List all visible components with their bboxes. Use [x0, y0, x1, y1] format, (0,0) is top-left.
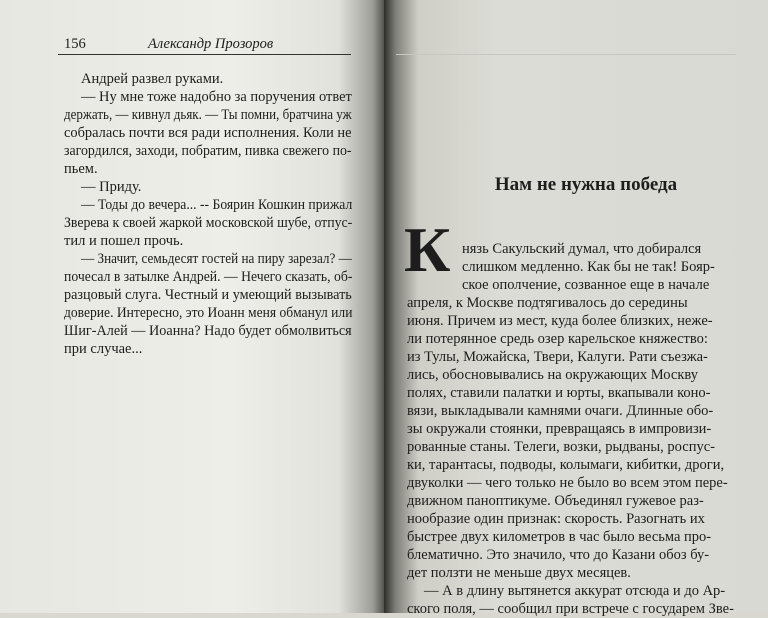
running-header-author: Александр Прозоров [148, 36, 274, 52]
text-line: — Тоды до вечера... -- Боярин Кошкин прижал [81, 197, 353, 213]
text-line: вязи, выкладывали камнями очаги. Длинные обо- [407, 403, 714, 419]
text-line: Зверева к своей жаркой московской шубе, отпус- [64, 215, 353, 231]
text-line: дет ползти не меньше двух месяцев. [407, 565, 631, 581]
text-line: из Тулы, Можайска, Твери, Калуги. Рати съезжа- [407, 349, 708, 365]
text-line: движном паноптикуме. Объединял гужевое раз- [407, 493, 704, 509]
text-line: разцовый слуга. Честный и умеющий вызывать [64, 287, 352, 303]
text-line: двуколки — чего только не было во всем этом пере- [407, 475, 728, 491]
text-line: полях, ставили палатки и юрты, вкапывали коно- [407, 385, 711, 401]
faint-running-header-rule [396, 34, 736, 55]
text-line: быстрее двух километров в час было весьма про- [407, 529, 712, 545]
text-line: Шиг-Алей — Иоанна? Надо будет обмолвиться [64, 323, 352, 339]
text-line: лись, обосновывались на окружающих Москву [407, 367, 698, 383]
text-line: загордился, заходи, побратим, пивка свежего по- [64, 143, 352, 159]
text-line: держать, — кивнул дьяк. — Ты помни, братчина уж [64, 107, 352, 123]
text-line: — Ну мне тоже надобно за поручения ответ [81, 89, 352, 105]
text-line: ского поля, — сообщил при встрече с государем Звe- [407, 601, 734, 617]
text-line: рованные станы. Телеги, возки, рыдваны, роспус- [407, 439, 715, 455]
text-line: при случае... [64, 341, 143, 357]
text-line: — Приду. [81, 179, 142, 195]
text-line: апреля, к Москве подтягивалось до середины [407, 295, 688, 311]
chapter-title: Нам не нужна победа [494, 174, 678, 195]
text-line: — А в длину вытянется аккурат отсюда и до Ар- [424, 583, 726, 599]
drop-cap: К [404, 214, 451, 285]
text-line: пьем. [64, 161, 98, 177]
text-line: ки, тарантасы, подводы, колымаги, кибитки, дроги, [407, 457, 725, 473]
text-line: Андрей развел руками. [81, 71, 224, 87]
text-line: блематично. Это значило, что до Казани обоз бу- [407, 547, 710, 563]
text-line: — Значит, семьдесят гостей на пиру зарезал? — [81, 251, 352, 267]
text-line: тил и пошел прочь. [64, 233, 184, 249]
text-line: июня. Причем из мест, куда более близких, нежe- [407, 313, 713, 329]
text-line: нязь Сакульский думал, что добирался [462, 241, 702, 257]
running-header [58, 34, 351, 55]
text-line: нообразие один признак: скорость. Разогнать их [407, 511, 705, 527]
text-line: ское ополчение, созванное еще в начале [462, 277, 710, 293]
text-line: слишком медленно. Как бы не так! Бояр- [462, 259, 715, 275]
text-line: зы окружали стоянки, превращаясь в импровизи- [407, 421, 712, 437]
text-line: почесал в затылке Андрей. — Нечего сказать, об- [64, 269, 353, 285]
page-number: 156 [64, 36, 86, 52]
text-line: собралась почти вся ради исполнения. Коли не [64, 125, 352, 141]
text-line: ли потерянное средь озер карельское княжество: [407, 331, 708, 347]
text-line: доверие. Интересно, это Иоанн меня обманул или [64, 305, 353, 321]
